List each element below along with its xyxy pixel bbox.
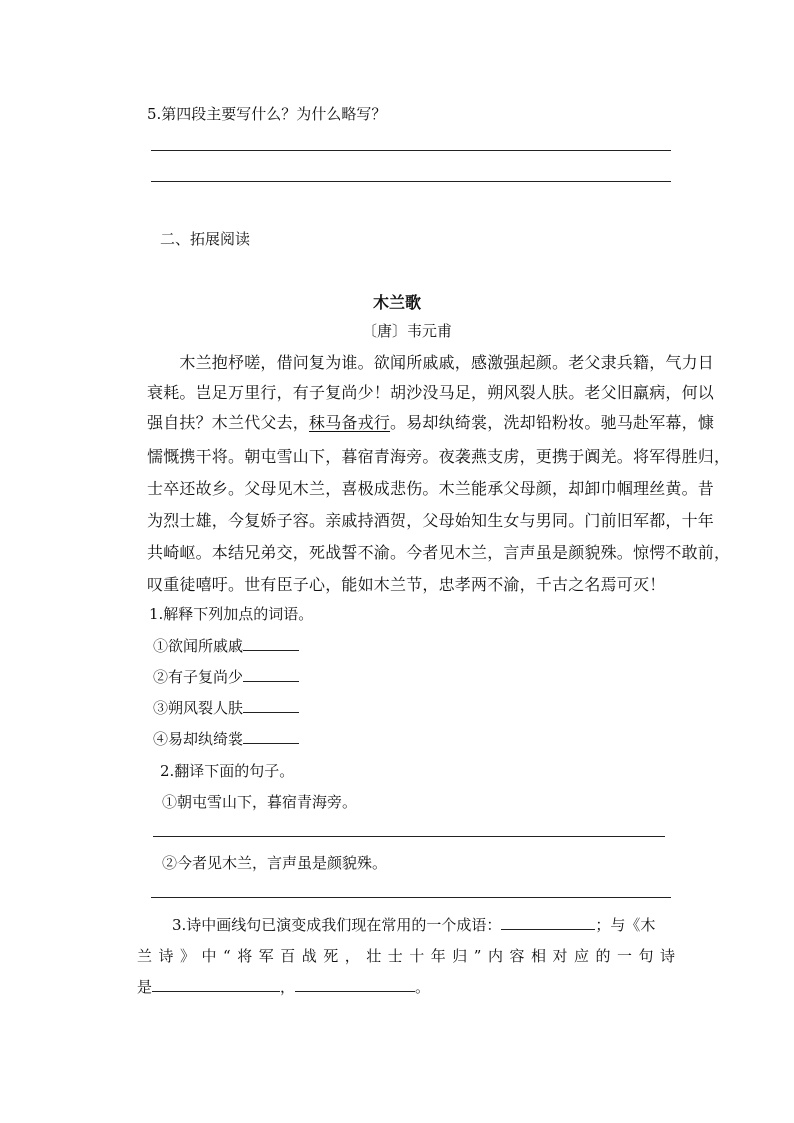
question-3-line-2: 兰诗》中“将军百战死，壮士十年归”内容相对应的一句诗 — [137, 947, 675, 965]
underlined-phrase: 秣马备戎行 — [309, 413, 391, 432]
question-1-prompt: 1.解释下列加点的词语。 — [149, 605, 314, 623]
q1-item: ③朔风裂人肤 — [153, 697, 299, 718]
question-3-line-3: 是 ， 。 — [137, 978, 431, 996]
poem-line-text: 强自扶？木兰代父去， — [147, 413, 310, 432]
answer-blank[interactable] — [243, 636, 299, 651]
poem-line: 为烈士雄，今复娇子容。亲戚持酒贺，父母始知生女与男同。门前旧军都，十年 — [147, 511, 715, 530]
q2-sentence-1: ①朝屯雪山下，暮宿青海旁。 — [162, 793, 358, 811]
answer-line[interactable] — [151, 897, 671, 898]
poem-line: 叹重徒嘻吁。世有臣子心，能如木兰节，忠孝两不渝，千古之名焉可灭！ — [147, 575, 666, 594]
q2-sentence-2: ②今者见木兰，言声虽是颜貌殊。 — [162, 854, 388, 872]
q1-item: ④易却纨绮裳 — [153, 728, 299, 749]
answer-blank[interactable] — [243, 698, 299, 713]
poem-line — [147, 410, 715, 433]
question-3-line-1: 3.诗中画线句已演变成我们现在常用的一个成语： ；与《木 — [172, 916, 656, 934]
section-heading: 二、拓展阅读 — [160, 230, 251, 248]
answer-line[interactable] — [151, 181, 671, 182]
poem-line: 士卒还故乡。父母见木兰，喜极成悲伤。木兰能承父母颜，却卸巾帼理丝黄。昔 — [147, 479, 715, 498]
poem-line-text: 。易却纨绮裳，洗却铅粉妆。驰马赴军幕，慷 — [390, 413, 715, 432]
poem-line: 懦慨携干将。朝屯雪山下，暮宿青海旁。夜袭燕支虏，更携于阗羌。将军得胜归， — [147, 447, 731, 466]
q1-item: ①欲闻所戚戚 — [153, 635, 299, 656]
q1-item: ②有子复尚少 — [153, 666, 299, 687]
question-5: 5.第四段主要写什么？为什么略写？ — [147, 105, 387, 123]
answer-blank[interactable] — [243, 667, 299, 682]
answer-line[interactable] — [151, 150, 671, 151]
answer-blank[interactable] — [295, 977, 415, 992]
poem-line: 木兰抱杼嗟，借问复为谁。欲闻所戚戚，感激强起颜。老父隶兵籍，气力日 — [147, 353, 715, 372]
poem-line: 衰耗。岂足万里行，有子复尚少！胡沙没马足，朔风裂人肤。老父旧羸病，何以 — [147, 383, 715, 402]
poem-line: 共崎岖。本结兄弟交，死战誓不渝。今者见木兰，言声虽是颜貌殊。惊愕不敢前， — [147, 543, 731, 562]
question-2-prompt: 2.翻译下面的句子。 — [160, 762, 295, 780]
answer-line[interactable] — [153, 836, 665, 837]
answer-blank[interactable] — [152, 977, 280, 992]
answer-blank[interactable] — [243, 729, 299, 744]
answer-blank[interactable] — [501, 915, 595, 930]
poem-author: 〔唐〕韦元甫 — [361, 322, 452, 340]
poem-title: 木兰歌 — [372, 293, 421, 312]
